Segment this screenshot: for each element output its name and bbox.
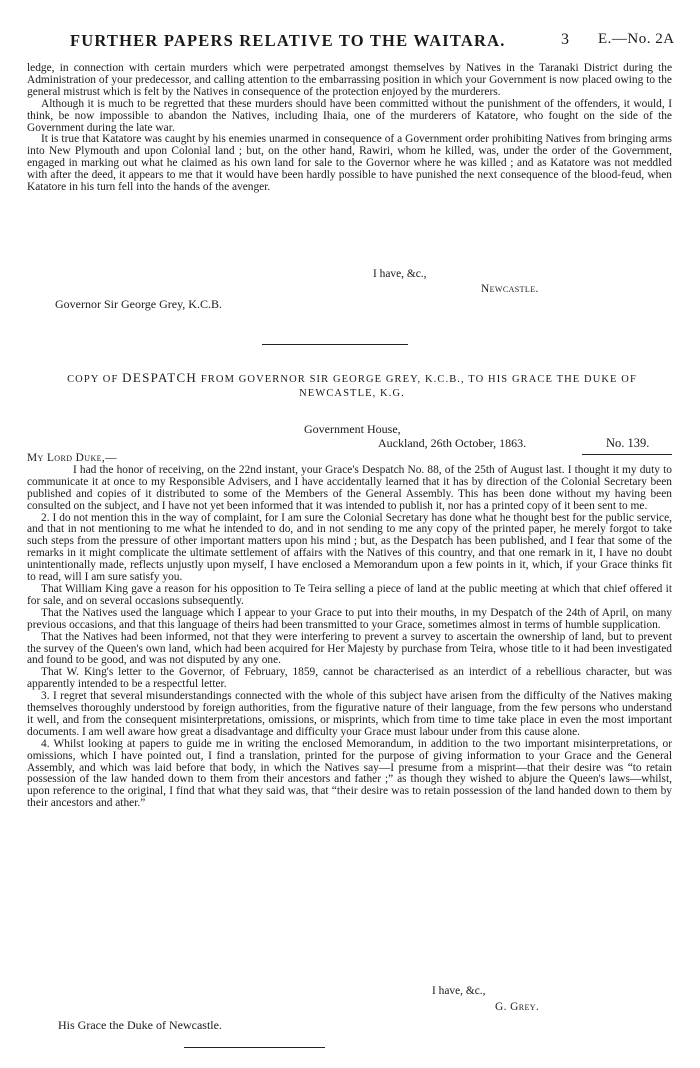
paper-reference: E.—No. 2A — [598, 31, 675, 47]
despatch-paragraph: That the Natives had been informed, not that they were interfering to prevent a survey to ascertain the ownership of land, but to prevent the survey of the Queen's own land, which had been acquired for Her Majesty by purchase from Teira, whose title to it had been investigated and found to be good, and was not disputed by any one. — [27, 630, 672, 667]
letter-body — [27, 63, 672, 194]
despatch-closing: I have, &c., — [432, 985, 486, 997]
section-divider — [184, 1047, 325, 1048]
despatch-paragraph: 2. I do not mention this in the way of complaint, for I am sure the Colonial Secretary has done what he thought best for the public service, and that in not mentioning to me what he intended to do, and in not sending to me any copy of the printed paper, he merely forgot to take such steps from the pressure of other important matters upon his mind ; but, as the Despatch has been published, and I fear that some of the remarks in it might complicate the ultimate settlement of affairs with the Natives of this country, and that one remark in it, I have no doubt unintentionally made, reflects unjustly upon myself, I have enclosed a Memorandum upon a few points in it, which, if your Grace thinks fit to read, will I am sure satisfy you. — [27, 511, 672, 584]
page-header — [0, 31, 700, 51]
despatch-body — [27, 453, 672, 810]
despatch-paragraph: 4. Whilst looking at papers to guide me in writing the enclosed Memorandum, in addition to the two important misinterpretations, or omissions, which I have pointed out, I find a translation, printed for the purpose of giving information to your Grace and the General Assembly, and which was laid before that body, in which the Natives say—I presume from a misprint—that their desire was “to retain possession of the law handed down to them from their ancestors and father ;” as though they wished to abjure the Queen's laws—whilst, upon reference to the original, I find that what they said was, that “their desire was to retain possession of the land handed down to them by their ancestors and ather.” — [27, 737, 672, 810]
despatch-heading — [27, 371, 677, 401]
despatch-paragraph: 3. I regret that several misunderstandings connected with the whole of this subject have arisen from the difficulty of the Natives making themselves thoroughly understood by foreign authorities, from the figurative nature of their language, from the few persons who understand it well, and from the consequent misinterpretations, omissions, or misprints, which from time to time take place in even the most important documents. I am well aware how great a disadvantage and difficulty your Grace must labour under from this cause alone. — [27, 690, 672, 738]
despatch-address-line2: Auckland, 26th October, 1863. — [378, 436, 527, 450]
letter-closing: I have, &c., — [373, 268, 427, 280]
despatch-paragraph: I had the honor of receiving, on the 22nd instant, your Grace's Despatch No. 88, of the 25th of August last. I thought it my duty to communicate it at once to my Responsible Advisers, and I have accidentally learned that it has by direction of the Colonial Secretary been published and copies of it distributed to some of the Members of the General Assembly. This has been done without my having been consulted on the subject, and I have not yet been informed that it was intended to publish it, nor has a printed copy of it been sent to me. — [27, 463, 672, 512]
letter-paragraph: It is true that Katatore was caught by his enemies unarmed in consequence of a Government order prohibiting Natives from bringing arms into New Plymouth and upon Colonial land ; but, on the other hand, Rawiri, whom he killed, was, under the order of the Government, engaged in marking out what he claimed as his own land for sale to the Governor where he was killed ; and as Katatore was not meddled with after the deed, it appears to me that it would have been hardly possible to have punished the next consequence of the blood-feud, when Katatore in his turn fell into the hands of the avenger. — [27, 133, 672, 194]
despatch-addressee: His Grace the Duke of Newcastle. — [58, 1018, 222, 1032]
despatch-signature: G. Grey. — [495, 1001, 540, 1013]
despatch-heading-part: FROM GOVERNOR SIR GEORGE GREY, K.C.B., TO HIS GRACE THE DUKE OF — [200, 374, 637, 385]
running-title: FURTHER PAPERS RELATIVE TO THE WAITARA. — [70, 31, 506, 50]
despatch-salutation: My Lord Duke,— — [27, 452, 117, 464]
section-divider — [262, 344, 408, 345]
despatch-paragraph: That W. King's letter to the Governor, of February, 1859, cannot be characterised as an interdict of a rebellious character, but was apparently intended to be a respectful letter. — [27, 666, 672, 691]
letter-signature: Newcastle. — [481, 283, 539, 295]
despatch-heading-line2: NEWCASTLE, K.G. — [299, 388, 405, 399]
letter-paragraph: ledge, in connection with certain murders which were perpetrated amongst themselves by Natives in the Taranaki District during the Administration of your predecessor, and calling attention to the embarrassing position in which your Government is now placed owing to the general mistrust which is felt by the Natives in consequence of the protection enjoyed by the murderers. — [27, 62, 672, 98]
despatch-number: No. 139. — [606, 436, 650, 450]
despatch-heading-keyword: DESPATCH — [122, 370, 198, 385]
page-number: 3 — [561, 31, 569, 48]
despatch-address-line1: Government House, — [304, 422, 401, 436]
despatch-paragraph: That the Natives used the language which I appear to your Grace to put into their mouths, in my Despatch of the 24th of April, on many previous occasions, and that this language of theirs had been transmitted to your Grace, sometimes almost in terms of humble supplication. — [27, 606, 672, 631]
despatch-paragraph: That William King gave a reason for his opposition to Te Teira selling a piece of land at the public meeting at which that chief offered it for sale, and on several occasions subsequently. — [27, 582, 672, 607]
letter-addressee: Governor Sir George Grey, K.C.B. — [55, 297, 222, 311]
despatch-heading-part: COPY OF — [67, 374, 119, 385]
letter-paragraph: Although it is much to be regretted that these murders should have been committed without the punishment of the offenders, it would, I think, be now impossible to abandon the Natives, including Ihaia, one of the murderers of Katatore, who fought on the side of the Government during the late war. — [27, 97, 672, 134]
